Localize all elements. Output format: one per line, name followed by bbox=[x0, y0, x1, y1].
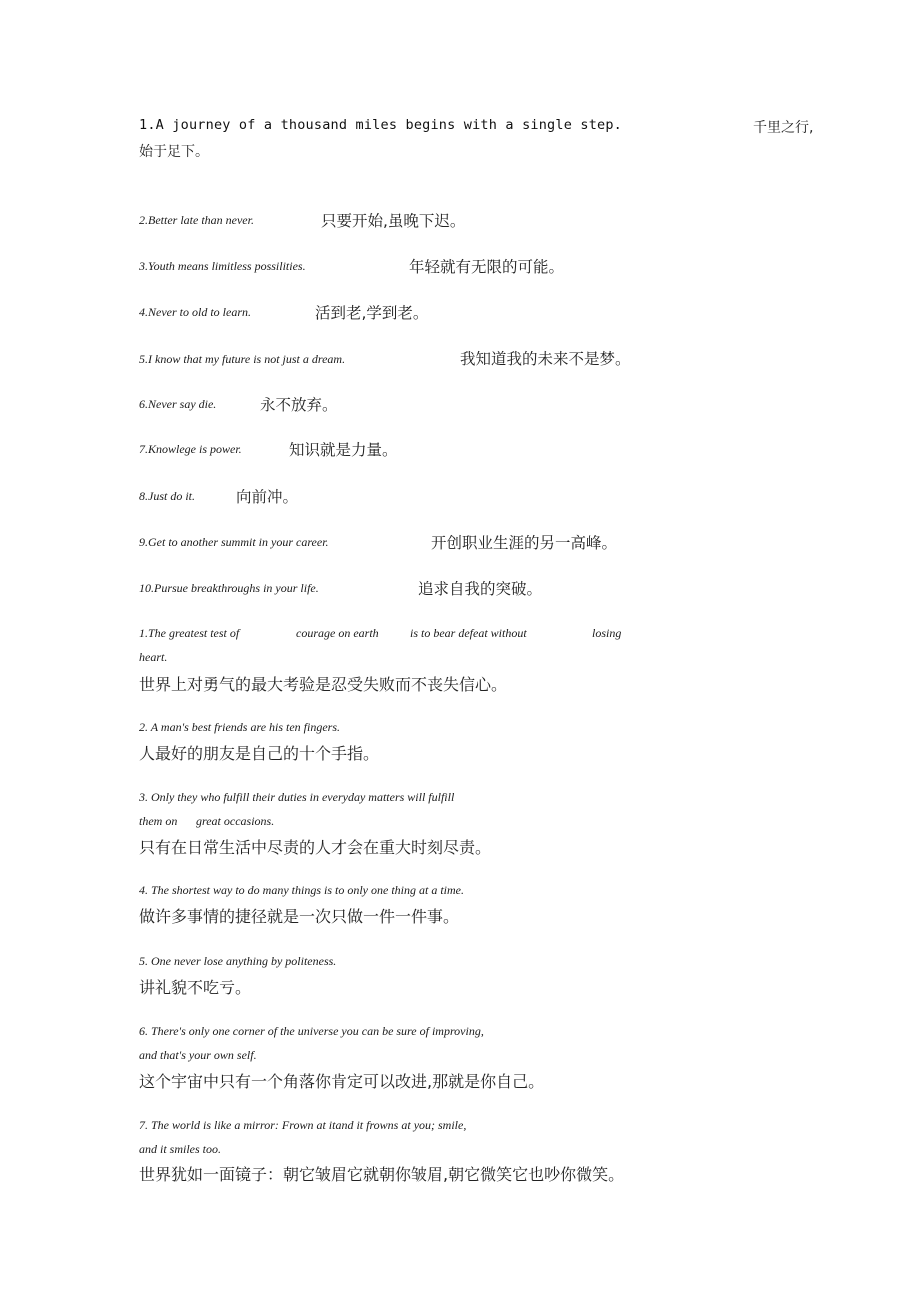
quote-3-english-line2a: them on bbox=[139, 814, 178, 828]
motto-6-english: 6.Never say die. bbox=[139, 397, 217, 411]
motto-9-english: 9.Get to another summit in your career. bbox=[139, 535, 329, 549]
intro-english: 1.A journey of a thousand miles begins with a single step. bbox=[139, 117, 623, 133]
motto-7-chinese: 知识就是力量。 bbox=[289, 441, 398, 459]
motto-2-chinese: 只要开始,虽晚下迟。 bbox=[321, 212, 466, 230]
motto-10-chinese: 追求自我的突破。 bbox=[418, 580, 543, 598]
quote-5-english: 5. One never lose anything by politeness. bbox=[139, 954, 337, 968]
intro-chinese-line2: 始于足下。 bbox=[139, 144, 209, 160]
quote-2-english: 2. A man's best friends are his ten fingers. bbox=[139, 720, 341, 734]
quote-4-chinese: 做许多事情的捷径就是一次只做一件一件事。 bbox=[139, 907, 460, 926]
motto-5-english: 5.I know that my future is not just a dream. bbox=[139, 352, 346, 366]
quote-1-english-part3: is to bear defeat without bbox=[410, 626, 527, 640]
quote-1-english-part1: 1.The greatest test of bbox=[139, 626, 240, 640]
motto-4-english: 4.Never to old to learn. bbox=[139, 305, 251, 319]
quote-1-chinese: 世界上对勇气的最大考验是忍受失败而不丧失信心。 bbox=[139, 675, 508, 694]
quote-3-english-line2b: great occasions. bbox=[196, 814, 275, 828]
motto-3-english: 3.Youth means limitless possilities. bbox=[139, 259, 306, 273]
quote-6-english-line2: and that's your own self. bbox=[139, 1048, 257, 1062]
quote-1-english-part2: courage on earth bbox=[296, 626, 379, 640]
quote-3-chinese: 只有在日常生活中尽责的人才会在重大时刻尽责。 bbox=[139, 838, 492, 857]
motto-6-chinese: 永不放弃。 bbox=[260, 396, 338, 414]
motto-10-english: 10.Pursue breakthroughs in your life. bbox=[139, 581, 319, 595]
quote-7-chinese: 世界犹如一面镜子：朝它皱眉它就朝你皱眉,朝它微笑它也吵你微笑。 bbox=[139, 1165, 625, 1184]
quote-3-english-line1: 3. Only they who fulfill their duties in everyday matters will fulfill bbox=[139, 790, 455, 804]
motto-8-english: 8.Just do it. bbox=[139, 489, 195, 503]
motto-7-english: 7.Knowlege is power. bbox=[139, 442, 242, 456]
motto-9-chinese: 开创职业生涯的另一高峰。 bbox=[431, 534, 618, 552]
motto-5-chinese: 我知道我的未来不是梦。 bbox=[460, 350, 631, 368]
quote-2-chinese: 人最好的朋友是自己的十个手指。 bbox=[139, 744, 380, 763]
motto-2-english: 2.Better late than never. bbox=[139, 213, 254, 227]
quote-5-chinese: 讲礼貌不吃亏。 bbox=[139, 978, 252, 997]
motto-8-chinese: 向前冲。 bbox=[236, 488, 299, 506]
quote-4-english: 4. The shortest way to do many things is to only one thing at a time. bbox=[139, 883, 464, 897]
quote-1-english-line2: heart. bbox=[139, 650, 168, 664]
quote-7-english-line2: and it smiles too. bbox=[139, 1142, 222, 1156]
motto-4-chinese: 活到老,学到老。 bbox=[315, 304, 429, 322]
quote-7-english-line1: 7. The world is like a mirror: Frown at itand it frowns at you; smile, bbox=[139, 1118, 467, 1132]
intro-chinese-line1: 千里之行, bbox=[753, 120, 814, 136]
quote-6-chinese: 这个宇宙中只有一个角落你肯定可以改进,那就是你自己。 bbox=[139, 1072, 545, 1091]
motto-3-chinese: 年轻就有无限的可能。 bbox=[409, 258, 565, 276]
quote-6-english-line1: 6. There's only one corner of the universe you can be sure of improving, bbox=[139, 1024, 484, 1038]
quote-1-english-part4: losing bbox=[592, 626, 622, 640]
